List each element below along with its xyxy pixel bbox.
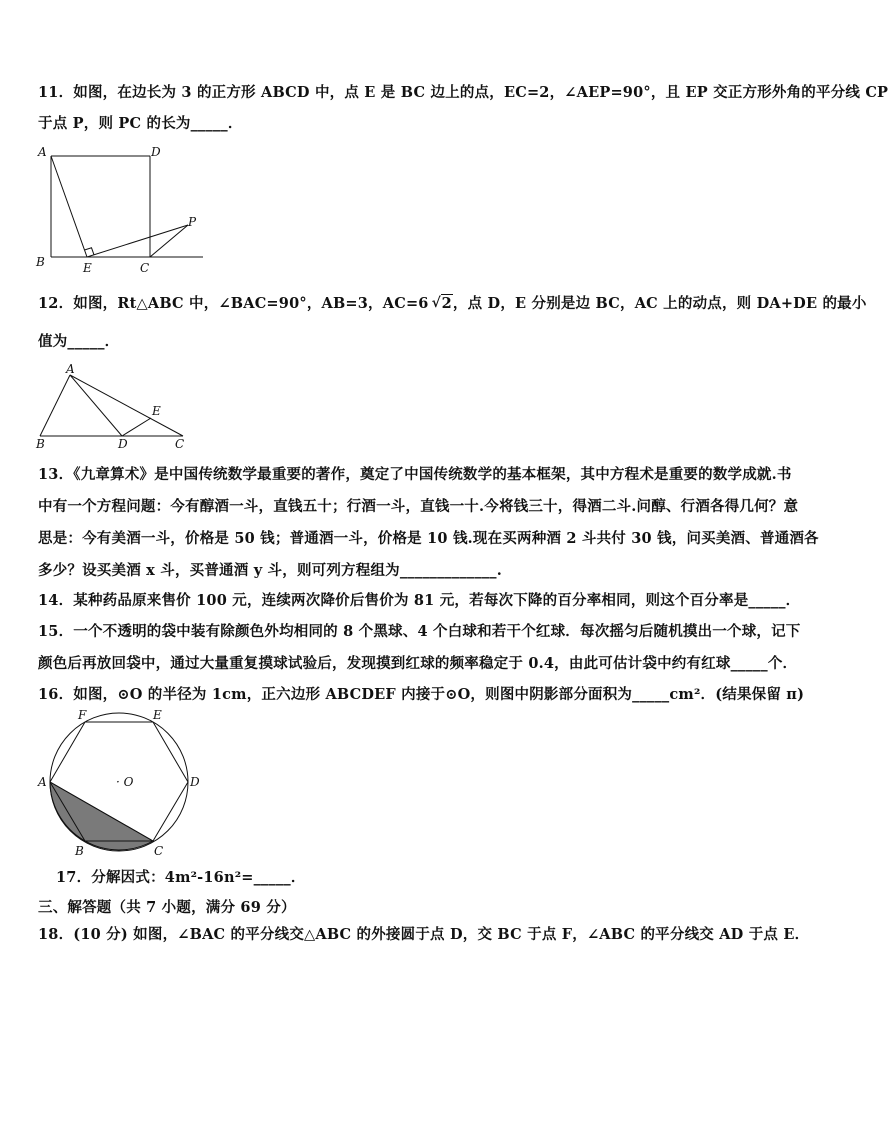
q11-label-C: C [140, 261, 150, 275]
q16-label-O: · O [116, 775, 134, 789]
q16-label-D: D [190, 775, 200, 789]
q12-side-AB [40, 375, 70, 436]
q16-shaded-region [50, 782, 153, 850]
q11-label-B: B [36, 255, 45, 269]
q12-side-AC [70, 375, 183, 436]
q11-line1: 11．如图，在边长为 3 的正方形 ABCD 中，点 E 是 BC 边上的点，EC=2，∠AEP=90°，且 EP 交正方形外角的平分线 CP [38, 84, 888, 101]
q12-label-B: B [36, 437, 45, 451]
q13-line2: 中有一个方程问题：今有醇酒一斗，直钱五十；行酒一斗，直钱一十.今将钱三十，得酒二斗.问醇、行酒各得几何？意 [38, 498, 799, 515]
q12-segment-DE [122, 418, 151, 436]
q13-line3: 思是：今有美酒一斗，价格是 50 钱；普通酒一斗，价格是 10 钱.现在买两种酒 2 斗共付 30 钱，问买美酒、普通酒各 [38, 530, 819, 547]
q12-line2: 值为_____． [38, 333, 120, 350]
q11-label-A: A [38, 145, 47, 159]
q12-label-E: E [152, 404, 161, 418]
q12-line1 [38, 294, 867, 314]
q12-radicand: 2 [441, 295, 452, 312]
q16-label-C: C [154, 844, 164, 858]
q12-label-D: D [118, 437, 128, 451]
q16-hexagon-figure [30, 705, 210, 860]
q11-label-E: E [83, 261, 92, 275]
q12-label-A: A [66, 362, 75, 376]
q11-segment-CP [150, 225, 188, 257]
q11-label-P: P [188, 215, 197, 229]
q13-line4: 多少？设买美酒 x 斗，买普通酒 y 斗，则可列方程组为_____________. [38, 562, 502, 579]
q16-label-E: E [153, 708, 162, 722]
sqrt-symbol: √ 2 [431, 295, 452, 312]
q12-segment-AD [70, 375, 122, 436]
q15-line2: 颜色后再放回袋中，通过大量重复摸球试验后，发现摸到红球的频率稳定于 0.4，由此可估计袋中约有红球_____个． [38, 655, 798, 672]
q12-triangle-figure [30, 360, 200, 450]
q16-label-A: A [38, 775, 47, 789]
q12-label-C: C [175, 437, 185, 451]
q12-line1-before: 12．如图，Rt△ABC 中，∠BAC=90°，AB=3，AC=6 [38, 295, 429, 312]
q11-label-D: D [151, 145, 161, 159]
q18-line1: 18．(10 分) 如图，∠BAC 的平分线交△ABC 的外接圆于点 D，交 BC 于点 F，∠ABC 的平分线交 AD 于点 E． [38, 926, 810, 943]
q16-label-B: B [75, 844, 84, 858]
section3-title: 三、解答题（共 7 小题，满分 69 分） [38, 899, 296, 916]
q12-line1-after: ，点 D，E 分别是边 BC，AC 上的动点，则 DA+DE 的最小 [452, 295, 867, 312]
q11-square-figure [30, 142, 210, 276]
q15-line1: 15．一个不透明的袋中装有除颜色外均相同的 8 个黑球、4 个白球和若干个红球．每次摇匀后随机摸出一个球，记下 [38, 623, 801, 640]
q11-segment-EP [87, 225, 188, 257]
q17-line1: 17．分解因式：4m²-16n²=_____． [56, 869, 306, 886]
q16-line1: 16．如图，⊙O 的半径为 1cm，正六边形 ABCDEF 内接于⊙O，则图中阴影部分面积为_____cm²．(结果保留 π) [38, 686, 805, 703]
q11-segment-AE [51, 156, 87, 257]
q16-label-F: F [78, 708, 87, 722]
q14-line1: 14．某种药品原来售价 100 元，连续两次降价后售价为 81 元，若每次下降的百分率相同，则这个百分率是_____． [38, 592, 801, 609]
q11-line2: 于点 P，则 PC 的长为_____． [38, 115, 243, 132]
q13-line1: 13．《九章算术》是中国传统数学最重要的著作，奠定了中国传统数学的基本框架，其中方程术是重要的数学成就.书 [38, 466, 792, 483]
